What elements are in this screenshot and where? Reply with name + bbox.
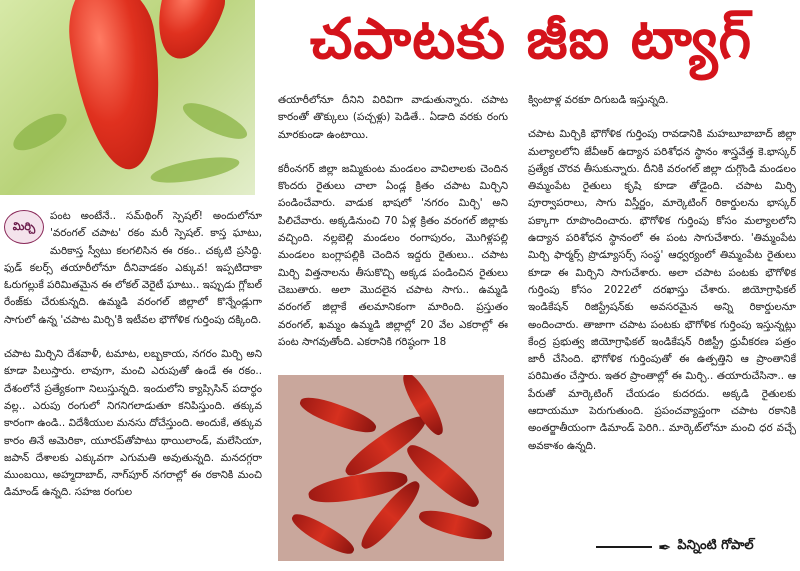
paragraph: చపాట మిర్చిని దేశవాళీ, టమాట, లబ్బకాయ, నగరం మిర్చి అని కూడా పిలుస్తారు. లావుగా, మంచి ఎరుపుతో ఉండే ఈ రకం.. దేశంలోనే ప్రత్యేకంగా నిలుస్తున్నది. ఇందులోని క్యాప్సిసిన్ పదార్థం వల్ల.. ఎరుపు రంగులో నిగనిగలాడుతూ కనిపిస్తుంది. తక్కువ కారంగా ఉండి.. విదేశీయుల మనసు దోచేస్తుంది. అందుకే, తక్కువ కారం తినే అమెరికా, యూరప్‌తోపాటు థాయిలాండ్, మలేసియా, జపాన్ దేశాలకు ఎక్కువగా ఎగుమతి అవుతున్నది. మనదగ్గరా ముంబయి, అహ్మదాబాద్, నాగ్‌పూర్ నగరాల్లో ఈ రకానికి మంచి డిమాండ్ ఉన్నది. సహజ రంగుల [4, 348, 262, 499]
paragraph: తయారీలోనూ దీనిని విరివిగా వాడుతున్నారు. చపాట కారంతో తొక్కులు (పచ్చళ్లు) పెడితే.. ఏడాది వరకు రంగు మారకుండా ఉంటాయి. [278, 94, 508, 141]
dried-chilies-photo [278, 375, 504, 561]
article-column-2 [278, 92, 508, 370]
paragraph: కరీంనగర్ జిల్లా జమ్మికుంట మండలం వావిలాలకు చెందిన కొందరు రైతులు చాలా ఏండ్ల క్రితం చపాట మిర్చిని పండించేవారు. వాడుక భాషలో 'నగరం మిర్చి' అని పిలిచేవారు. అక్కడినుంచి 70 ఏళ్ల క్రితం వరంగల్ జిల్లాకు వచ్చింది. నల్లబెల్లి మండలం రంగాపురం, మొగిళ్లపల్లి మండలం బంగ్లాపల్లికి చెందిన ఇద్దరు రైతులు.. చపాట మిర్చి విత్తనాలను తీసుకొచ్చి అక్కడ పండించిన రైతులు చెబుతారు. అలా మొదలైన చపాట సాగు.. ఉమ్మడి వరంగల్ జిల్లాకే తలమానికంగా మారింది. ప్రస్తుతం వరంగల్, ఖమ్మం ఉమ్మడి జిల్లాల్లో 20 వేల ఎకరాల్లో ఈ పంట సాగవుతోంది. ఎకరానికి గరిష్ఠంగా 18 [278, 162, 508, 348]
paragraph: క్వింటాళ్ల వరకూ దిగుబడి ఇస్తున్నది. [528, 94, 669, 106]
headline: చపాటకు జీఐ ట్యాగ్ [309, 6, 753, 72]
article-column-1 [4, 208, 262, 571]
author-name: పిన్నింటి గోపాల్ [677, 538, 754, 553]
paragraph: చపాట మిర్చికి భౌగోళిక గుర్తింపు రావడానికి మహబూబాబాద్ జిల్లా మల్యాలలోని జేవీఆర్ ఉద్యాన పరిశోధన స్థానం శాస్త్రవేత్త కె.భాస్కర్ ప్రత్యేక చొరవ తీసుకున్నారు. దీనికి వరంగల్ జిల్లా దుగ్గొండి మండలం తిమ్మంపేట రైతులు కృషి కూడా తోడైంది. చపాట మిర్చి పూర్వాపరాలు, సాగు విస్తీర్ణం, మార్కెటింగ్ రికార్డులను భాస్కర్ పక్కాగా రూపొందించారు. భౌగోళిక గుర్తింపు కోసం మల్యాలలోని ఉద్యాన పరిశోధన స్థానంలో ఈ పంట సాగుచేశారు. 'తిమ్మంపేట మిర్చి ఫార్మర్స్ ప్రొడ్యూసర్స్ సంస్థ' ఆధ్వర్యంలో తిమ్మంపేట రైతులు కూడా ఈ మిర్చిని సాగుచేశారు. అలా చపాట పంటకు భౌగోళిక గుర్తింపు కోసం 2022లో దరఖాస్తు చేశారు. జియోగ్రాఫికల్ ఇండికేషన్ రిజిస్ట్రేషన్‌కు అవసరమైన అన్ని రికార్డులనూ అందించారు. తాజాగా చపాట పంటకు భౌగోళిక గుర్తింపు ఇస్తున్నట్లు కేంద్ర ప్రభుత్వ జియోగ్రాఫికల్ ఇండికేషన్ రిజిస్ట్రీ ధ్రువీకరణ పత్రం జారీ చేసింది. భౌగోళిక గుర్తింపుతో ఈ ఉత్పత్తిని ఆ ప్రాంతానికే పరిమితం చేస్తారు. ఇతర ప్రాంతాల్లో ఈ మిర్చి.. తయారుచేసినా.. ఆ పేరుతో మార్కెటింగ్ చేయడం కుదరదు. అక్కడి రైతులకు ఆదాయమూ పెరుగుతుంది. ప్రపంచవ్యాప్తంగా చపాట రకానికి అంతర్జాతీయంగా డిమాండ్ పెరిగి.. మార్కెట్‌లోనూ మంచి ధర వచ్చే అవకాశం ఉన్నది. [528, 128, 796, 452]
lead-paragraph: పంట అంటేనే.. సమ్‌థింగ్ స్పెషల్! అందులోనూ 'వరంగల్ చపాట' రకం మరీ స్పెషల్. కాస్త ఘాటు, మరికాస్త స్వీటు కలగలిసిన ఈ రకం.. చక్కటి ప్రసిద్ధి. ఫుడ్ కలర్స్ తయారీలోనూ దీనివాడకం ఎక్కువ! ఇప్పటిదాకా ఓరుగల్లుకే పరిమితమైన ఈ లోకల్ వెరైటీ ఘాటు.. ఇప్పుడు గ్లోబల్ రేంజ్‌కు చేరుకున్నది. ఉమ్మడి వరంగల్ జిల్లాలో కొన్నేండ్లుగా సాగులో ఉన్న 'చపాట మిర్చి'కి ఇటీవల భౌగోళిక గుర్తింపు దక్కింది. [4, 210, 262, 326]
article-column-3 [528, 92, 796, 522]
red-chili-photo [0, 0, 255, 195]
byline [596, 530, 796, 564]
pen-icon: ✒ [658, 537, 672, 557]
mirchi-badge: మిర్చి [4, 210, 44, 244]
byline-rule [596, 546, 652, 548]
